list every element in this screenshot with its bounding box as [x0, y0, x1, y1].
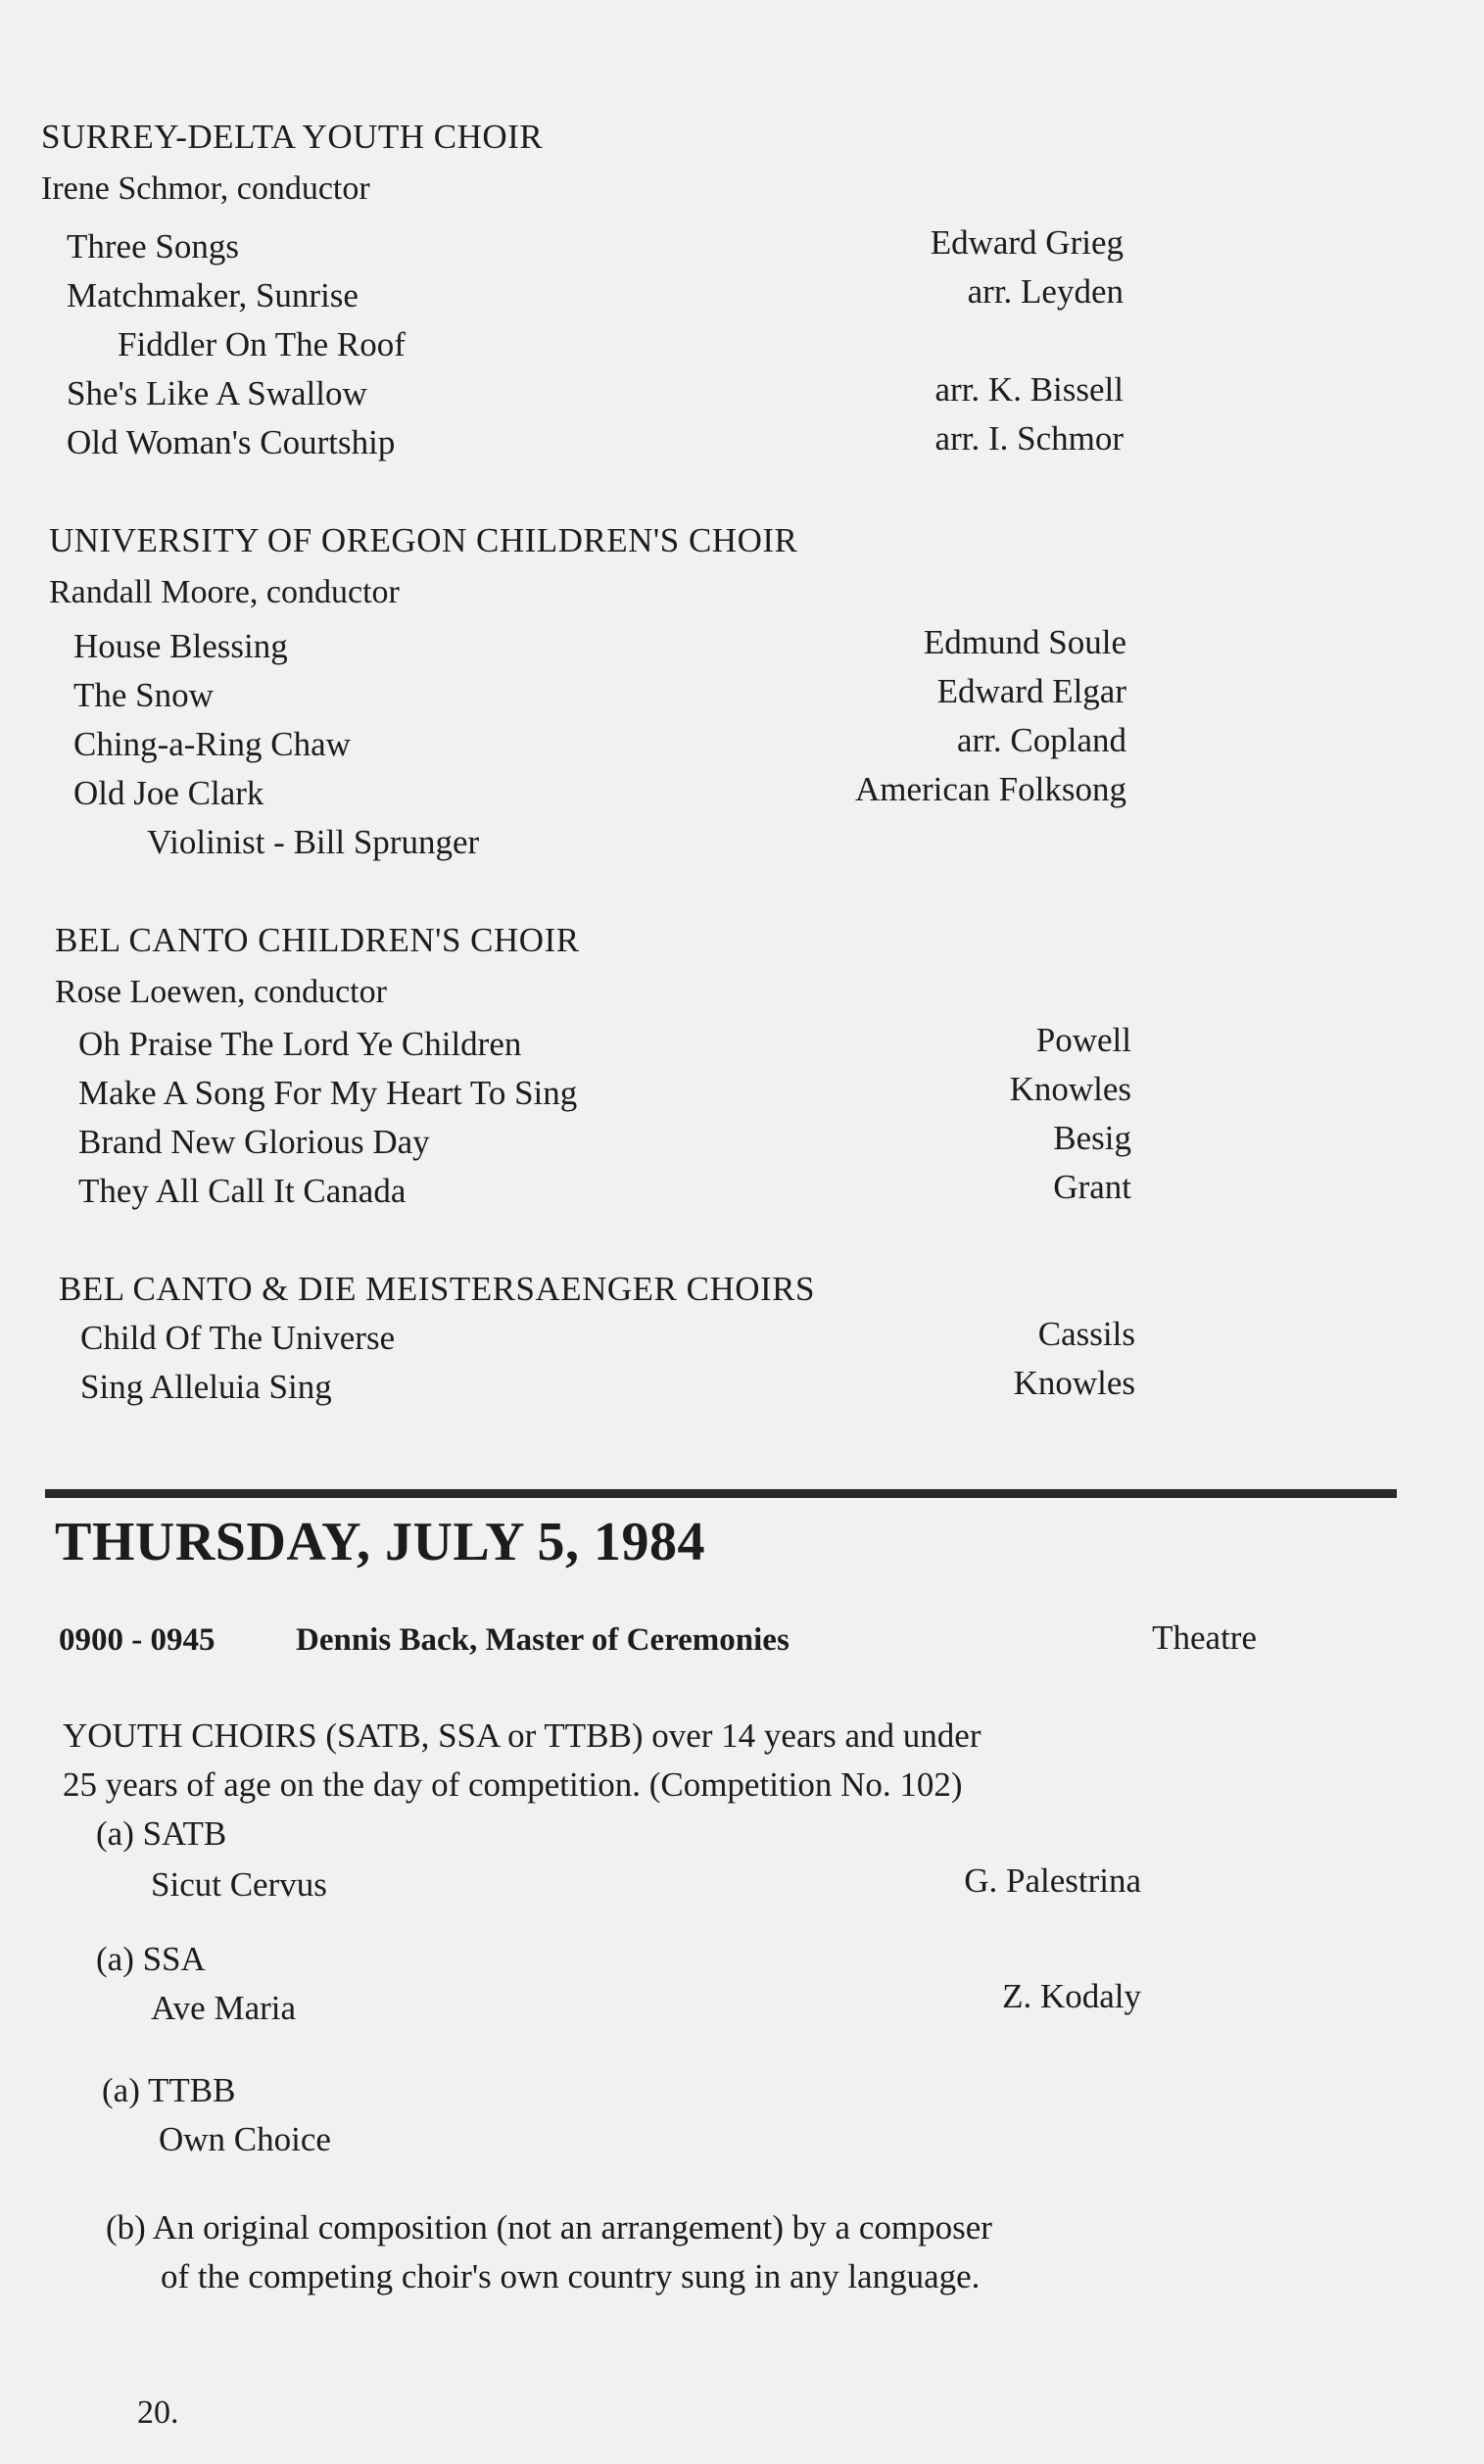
piece-title: Sicut Cervus — [151, 1865, 327, 1904]
requirement-text: of the competing choir's own country sung in any language. — [161, 2257, 981, 2295]
section-title: BEL CANTO CHILDREN'S CHOIR — [55, 921, 580, 959]
piece-composer: Besig — [1053, 1119, 1131, 1157]
piece-composer: arr. K. Bissell — [934, 370, 1124, 409]
piece-title: Old Joe Clark — [73, 774, 264, 812]
piece-title: Fiddler On The Roof — [118, 325, 406, 363]
conductor: Rose Loewen, conductor — [55, 974, 387, 1010]
category-label: (a) TTBB — [102, 2071, 236, 2109]
category-description: YOUTH CHOIRS (SATB, SSA or TTBB) over 14 years and under — [63, 1716, 981, 1755]
piece-title: Make A Song For My Heart To Sing — [78, 1074, 578, 1112]
section-divider — [45, 1489, 1397, 1498]
piece-composer: G. Palestrina — [964, 1861, 1141, 1900]
piece-composer: arr. Copland — [956, 721, 1126, 759]
piece-title: Sing Alleluia Sing — [80, 1368, 332, 1406]
piece-title: Matchmaker, Sunrise — [67, 276, 359, 314]
requirement-text: (b) An original composition (not an arrangement) by a composer — [106, 2208, 992, 2247]
conductor: Irene Schmor, conductor — [41, 170, 370, 207]
day-heading: THURSDAY, JULY 5, 1984 — [55, 1512, 705, 1572]
event-title: Dennis Back, Master of Ceremonies — [296, 1622, 790, 1658]
category-label: (a) SATB — [96, 1814, 227, 1853]
piece-title: The Snow — [73, 676, 214, 714]
piece-title: House Blessing — [73, 627, 288, 665]
piece-title: Three Songs — [67, 227, 239, 266]
piece-composer: Knowles — [1009, 1070, 1131, 1108]
piece-title: Brand New Glorious Day — [78, 1123, 430, 1161]
section-title: BEL CANTO & DIE MEISTERSAENGER CHOIRS — [59, 1270, 815, 1308]
piece-composer: Edward Elgar — [936, 672, 1126, 710]
piece-title: Ching-a-Ring Chaw — [73, 725, 351, 763]
piece-composer: Knowles — [1013, 1364, 1135, 1402]
piece-composer: Edmund Soule — [923, 623, 1126, 661]
section-title: SURREY-DELTA YOUTH CHOIR — [41, 118, 544, 156]
event-venue: Theatre — [1152, 1619, 1257, 1657]
piece-composer: Edward Grieg — [930, 223, 1124, 262]
piece-title: Violinist - Bill Sprunger — [147, 823, 480, 861]
page-number: 20. — [137, 2394, 179, 2431]
piece-title: Old Woman's Courtship — [67, 423, 396, 461]
piece-composer: Grant — [1053, 1168, 1131, 1206]
piece-title: She's Like A Swallow — [67, 374, 367, 412]
event-time: 0900 - 0945 — [59, 1622, 215, 1658]
piece-title: Child Of The Universe — [80, 1319, 396, 1357]
piece-composer: American Folksong — [854, 770, 1126, 808]
piece-composer: Z. Kodaly — [1002, 1977, 1141, 2015]
piece-title: Own Choice — [159, 2120, 331, 2158]
piece-title: Ave Maria — [151, 1989, 297, 2027]
piece-title: They All Call It Canada — [78, 1172, 407, 1210]
section-title: UNIVERSITY OF OREGON CHILDREN'S CHOIR — [49, 521, 798, 559]
category-label: (a) SSA — [96, 1940, 206, 1978]
piece-composer: arr. I. Schmor — [934, 419, 1124, 458]
piece-composer: Cassils — [1037, 1315, 1135, 1353]
category-description: 25 years of age on the day of competition. (Competition No. 102) — [63, 1765, 963, 1804]
piece-composer: Powell — [1035, 1021, 1131, 1059]
conductor: Randall Moore, conductor — [49, 574, 400, 610]
piece-title: Oh Praise The Lord Ye Children — [78, 1025, 522, 1063]
piece-composer: arr. Leyden — [967, 272, 1124, 311]
